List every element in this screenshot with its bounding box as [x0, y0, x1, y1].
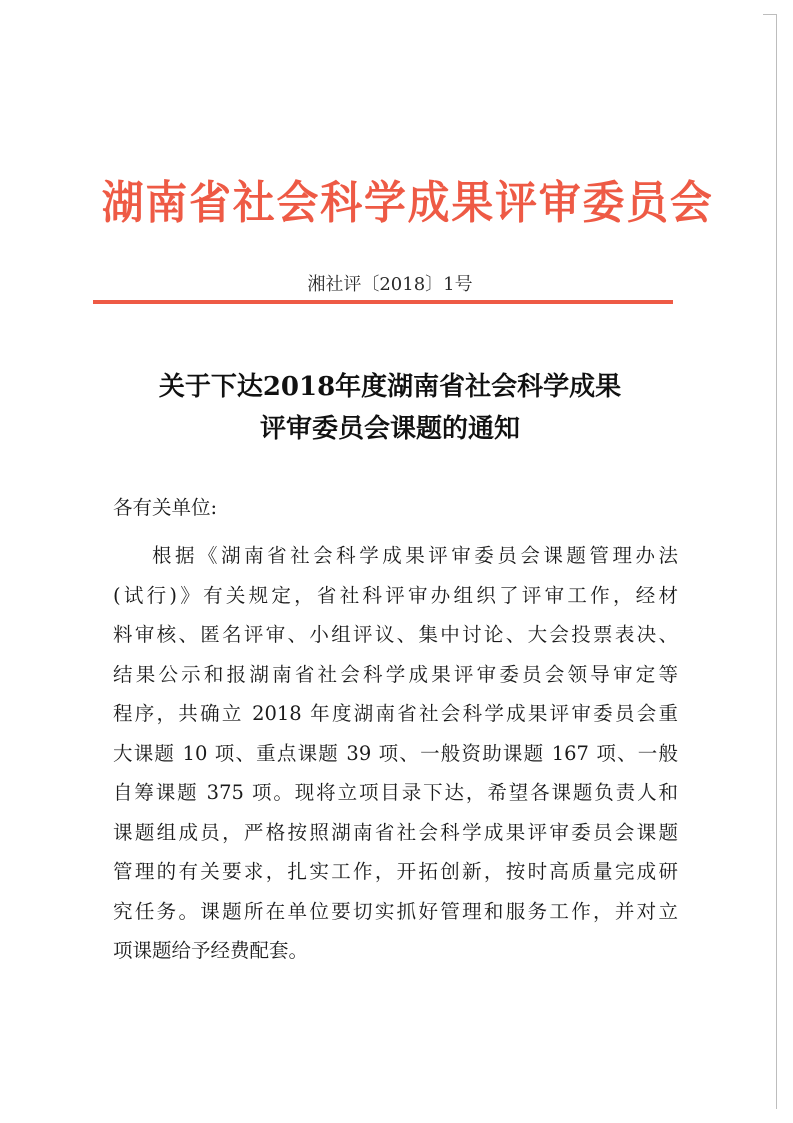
paragraph-line: 根据《湖南省社会科学成果评审委员会课题管理办法 [152, 544, 678, 567]
paragraph-line: 究任务。课题所在单位要切实抓好管理和服务工作，并对立 [113, 899, 678, 923]
paragraph-line: 结果公示和报湖南省社会科学成果评审委员会领导审定等 [113, 662, 678, 686]
paragraph-line: 大课题 10 项、重点课题 39 项、一般资助课题 167 项、一般 [113, 741, 678, 765]
notice-title [80, 366, 700, 450]
paragraph-line: (试行)》有关规定，省社科评审办组织了评审工作，经材 [113, 583, 678, 607]
paragraph-line: 项课题给予经费配套。 [113, 939, 309, 962]
paragraph-line: 料审核、匿名评审、小组评议、集中讨论、大会投票表决、 [113, 623, 678, 646]
paragraph-line: 程序，共确立 2018 年度湖南省社会科学成果评审委员会重 [113, 702, 678, 725]
paragraph-line: 课题组成员，严格按照湖南省社会科学成果评审委员会课题 [113, 820, 678, 844]
body-paragraph [113, 536, 678, 971]
notice-title-line: 关于下达2018年度湖南省社会科学成果 [158, 372, 622, 402]
notice-title-line: 评审委员会课题的通知 [259, 414, 520, 444]
page-edge-line [776, 14, 777, 1109]
page-corner-mark [763, 14, 777, 15]
document-number: 湘社评〔2018〕1号 [307, 274, 473, 295]
salutation: 各有关单位: [113, 496, 218, 519]
paragraph-line: 自筹课题 375 项。现将立项目录下达，希望各课题负责人和 [113, 781, 678, 804]
organization-header: 湖南省社会科学成果评审委员会 [101, 176, 714, 229]
red-divider-line [93, 300, 673, 304]
paragraph-line: 管理的有关要求，扎实工作，开拓创新，按时高质量完成研 [113, 860, 678, 883]
